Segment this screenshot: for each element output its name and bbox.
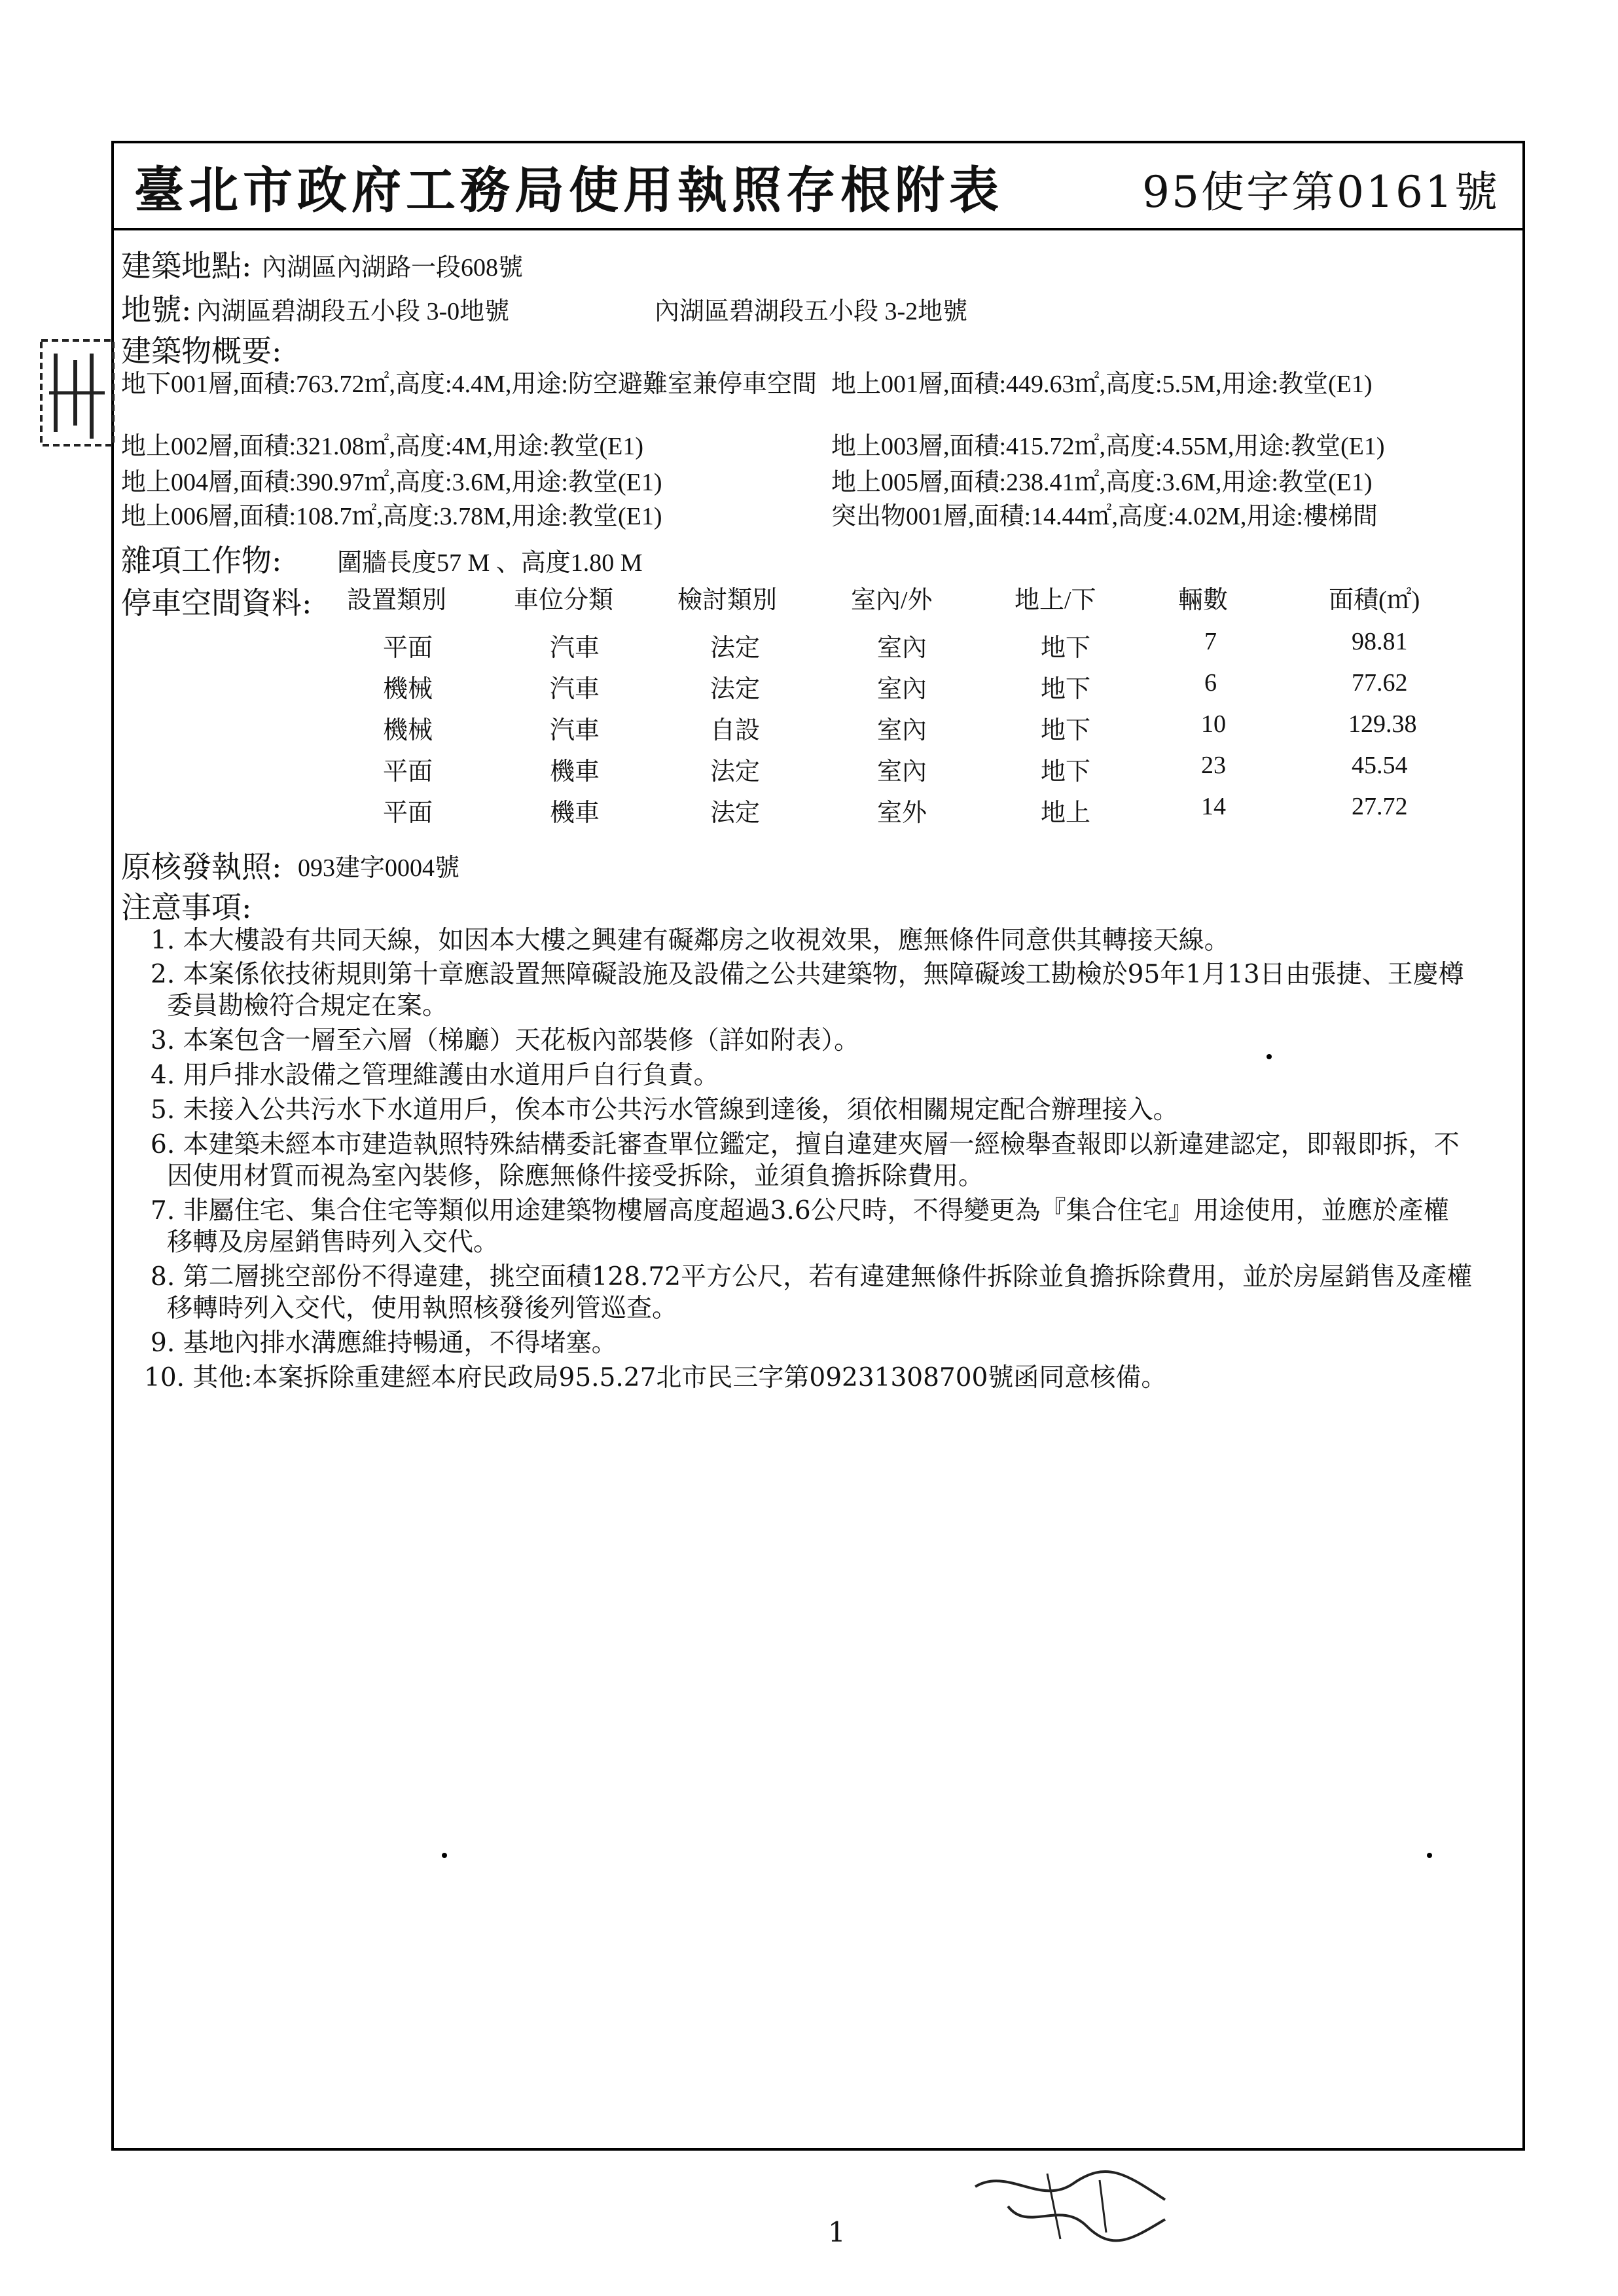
- table-cell: 地下: [1041, 634, 1091, 662]
- table-cell: 自設: [710, 717, 761, 744]
- list-item: 6. 本建築未經本市建造執照特殊結構委託審查單位鑑定，擅自違建夾層一經檢舉查報即以新違建認定，即報即拆，不: [151, 1130, 1460, 1159]
- table-cell: 機械: [383, 717, 433, 744]
- table-cell: 地上: [1041, 799, 1091, 827]
- table-cell: 平面: [383, 634, 433, 662]
- table-cell: 法定: [710, 676, 761, 703]
- table-cell: 98.81: [1352, 628, 1408, 655]
- floor-roof: 突出物001層,面積:14.44㎡,高度:4.02M,用途:樓梯間: [831, 503, 1378, 530]
- list-item: 4. 用戶排水設備之管理維護由水道用戶自行負責。: [151, 1061, 719, 1090]
- table-cell: 23: [1201, 752, 1226, 779]
- table-cell: 法定: [710, 758, 761, 786]
- list-item: 移轉及房屋銷售時列入交代。: [167, 1228, 499, 1257]
- table-cell: 法定: [710, 799, 761, 827]
- table-cell: 地下: [1041, 676, 1091, 703]
- col-header-level: 地上/下: [1015, 587, 1096, 614]
- list-item: 委員勘檢符合規定在案。: [167, 991, 448, 1021]
- table-cell: 汽車: [550, 717, 600, 744]
- list-item: 7. 非屬住宅、集合住宅等類似用途建築物樓層高度超過3.6公尺時，不得變更為『集合住宅』用途使用，並應於產權: [151, 1196, 1449, 1226]
- table-cell: 7: [1204, 628, 1217, 655]
- table-cell: 45.54: [1352, 752, 1408, 779]
- table-cell: 地下: [1041, 717, 1091, 744]
- table-cell: 室內: [877, 676, 927, 703]
- floor-4f: 地上004層,面積:390.97㎡,高度:3.6M,用途:教堂(E1): [121, 469, 662, 496]
- floor-6f: 地上006層,面積:108.7㎡,高度:3.78M,用途:教堂(E1): [121, 503, 662, 530]
- list-item: 因使用材質而視為室內裝修，除應無條件接受拆除，並須負擔拆除費用。: [167, 1161, 984, 1191]
- floor-5f: 地上005層,面積:238.41㎡,高度:3.6M,用途:教堂(E1): [831, 469, 1373, 496]
- signature-mark: [969, 2160, 1178, 2252]
- col-header-type: 設置類別: [347, 587, 447, 614]
- table-cell: 14: [1201, 793, 1226, 820]
- permit-number: 95使字第0161號: [1142, 167, 1500, 217]
- table-cell: 汽車: [550, 676, 600, 703]
- table-cell: 129.38: [1348, 710, 1417, 738]
- list-item: 1. 本大樓設有共同天線，如因本大樓之興建有礙鄰房之收視效果，應無條件同意供其轉接天線。: [151, 926, 1230, 955]
- scan-speck: [1267, 1054, 1272, 1059]
- list-item: 3. 本案包含一層至六層（梯廳）天花板內部裝修（詳如附表）。: [151, 1026, 860, 1055]
- lot-value-1: 內湖區碧湖段五小段 3-0地號: [196, 298, 510, 325]
- table-cell: 10: [1201, 710, 1226, 738]
- list-item: 9. 基地內排水溝應維持暢通，不得堵塞。: [151, 1328, 617, 1358]
- col-header-count: 輛數: [1178, 587, 1229, 614]
- scan-speck: [442, 1853, 447, 1858]
- lot-label: 地號:: [121, 292, 192, 327]
- col-header-indoor: 室內/外: [851, 587, 933, 614]
- floor-3f: 地上003層,面積:415.72㎡,高度:4.55M,用途:教堂(E1): [831, 433, 1385, 460]
- floor-b1: 地下001層,面積:763.72㎡,高度:4.4M,用途:防空避難室兼停車空間: [121, 371, 817, 398]
- parking-label: 停車空間資料:: [121, 585, 312, 621]
- table-cell: 機械: [383, 676, 433, 703]
- lot-value-2: 內湖區碧湖段五小段 3-2地號: [655, 298, 968, 325]
- page-number: 1: [828, 2216, 846, 2248]
- title-divider: [111, 228, 1525, 230]
- address-value: 內湖區內湖路一段608號: [262, 254, 524, 282]
- list-item: 5. 未接入公共污水下水道用戶，俟本市公共污水管線到達後，須依相關規定配合辦理接入。: [151, 1095, 1179, 1125]
- table-cell: 機車: [550, 799, 600, 827]
- misc-works-value: 圍牆長度57 M 、高度1.80 M: [337, 549, 643, 577]
- table-cell: 地下: [1041, 758, 1091, 786]
- table-cell: 室內: [877, 758, 927, 786]
- original-permit-label: 原核發執照:: [121, 849, 282, 884]
- list-item: 8. 第二層挑空部份不得違建，挑空面積128.72平方公尺，若有違建無條件拆除並負擔拆除費用，並於房屋銷售及產權: [151, 1262, 1473, 1292]
- table-cell: 平面: [383, 799, 433, 827]
- list-item: 2. 本案係依技術規則第十章應設置無障礙設施及設備之公共建築物，無障礙竣工勘檢於95年1月13日由張捷、王慶樽: [151, 960, 1464, 989]
- col-header-review: 檢討類別: [677, 587, 778, 614]
- list-item: 10. 其他:本案拆除重建經本府民政局95.5.27北市民三字第09231308700號函同意核備。: [144, 1363, 1167, 1393]
- table-cell: 77.62: [1352, 669, 1408, 697]
- floor-1f: 地上001層,面積:449.63㎡,高度:5.5M,用途:教堂(E1): [831, 371, 1373, 398]
- notes-label: 注意事項:: [121, 890, 252, 925]
- document-title: 臺北市政府工務局使用執照存根附表: [134, 161, 1003, 219]
- table-cell: 室外: [877, 799, 927, 827]
- table-cell: 法定: [710, 634, 761, 662]
- table-cell: 機車: [550, 758, 600, 786]
- address-label: 建築地點:: [121, 248, 252, 283]
- misc-works-label: 雜項工作物:: [121, 543, 282, 578]
- table-cell: 汽車: [550, 634, 600, 662]
- table-cell: 6: [1204, 669, 1217, 697]
- list-item: 移轉時列入交代，使用執照核發後列管巡查。: [167, 1294, 678, 1323]
- original-permit-value: 093建字0004號: [298, 854, 460, 882]
- building-summary-label: 建築物概要:: [121, 333, 282, 369]
- table-cell: 室內: [877, 717, 927, 744]
- table-cell: 27.72: [1352, 793, 1408, 820]
- floor-2f: 地上002層,面積:321.08㎡,高度:4M,用途:教堂(E1): [121, 433, 643, 460]
- stamp-mark: [36, 334, 128, 452]
- scan-speck: [1427, 1853, 1432, 1858]
- col-header-vehicle: 車位分類: [514, 587, 614, 614]
- table-cell: 室內: [877, 634, 927, 662]
- table-cell: 平面: [383, 758, 433, 786]
- col-header-area: 面積(㎡): [1329, 587, 1420, 614]
